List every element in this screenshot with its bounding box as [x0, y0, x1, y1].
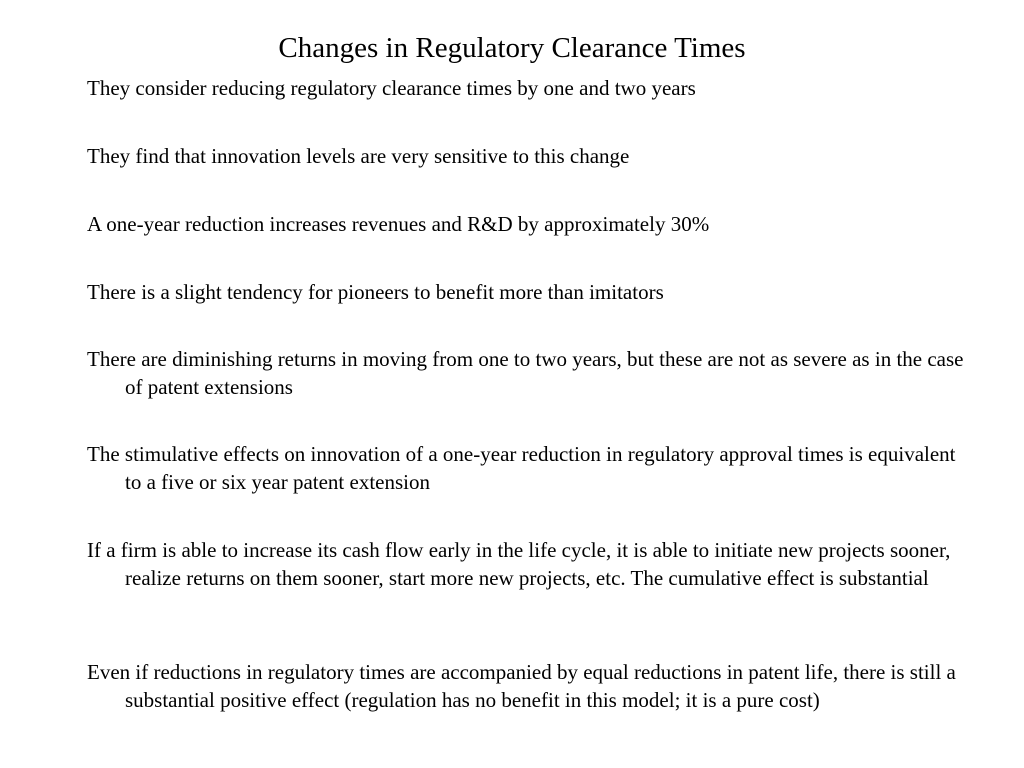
slide-title: Changes in Regulatory Clearance Times [278, 32, 746, 64]
paragraph-diminishing-returns: There are diminishing returns in moving from one to two years, but these are not as severe as in the case of patent extensions [87, 347, 964, 399]
paragraph-cash-flow: If a firm is able to increase its cash flow early in the life cycle, it is able to initiate new projects sooner, realize returns on them sooner, start more new projects, etc. The cumulative effect is substantial [87, 538, 951, 590]
paragraph-patent-equivalence: The stimulative effects on innovation of a one-year reduction in regulatory approval times is equivalent to a five or six year patent extension [87, 442, 956, 494]
paragraph-pioneers-benefit: There is a slight tendency for pioneers to benefit more than imitators [87, 280, 664, 304]
paragraph-innovation-sensitivity: They find that innovation levels are very sensitive to this change [87, 144, 630, 168]
paragraph-clearance-reduction: They consider reducing regulatory clearance times by one and two years [87, 76, 696, 100]
paragraph-revenue-increase: A one-year reduction increases revenues and R&D by approximately 30% [87, 212, 710, 236]
paragraph-patent-life: Even if reductions in regulatory times are accompanied by equal reductions in patent life, there is still a substantial positive effect (regulation has no benefit in this model; it is a pure cost) [87, 660, 956, 712]
